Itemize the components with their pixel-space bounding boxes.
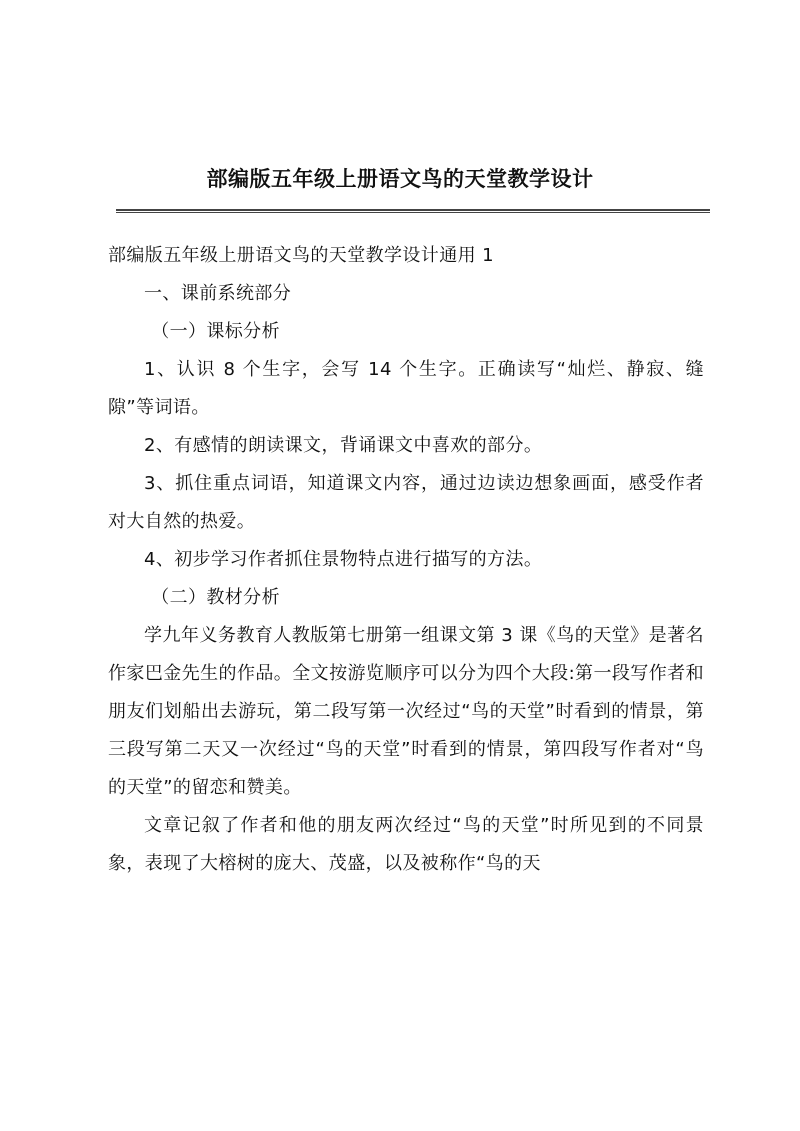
list-item: 2、有感情的朗读课文，背诵课文中喜欢的部分。	[144, 435, 543, 456]
document-title: 部编版五年级上册语文鸟的天堂教学设计	[206, 166, 594, 191]
subsection-heading: （二）教材分析	[151, 587, 280, 608]
body-paragraph: 文章记叙了作者和他的朋友两次经过“鸟的天堂”时所见到的不同景象，表现了大榕树的庞大、茂盛，以及被称作“鸟的天	[108, 815, 704, 874]
title-divider	[116, 209, 710, 213]
list-item: 3、抓住重点词语，知道课文内容，通过边读边想象画面，感受作者对大自然的热爱。	[108, 473, 704, 532]
document-body	[108, 237, 704, 883]
section-heading: 一、课前系统部分	[144, 283, 292, 304]
document-subtitle: 部编版五年级上册语文鸟的天堂教学设计通用 1	[108, 245, 494, 266]
subsection-heading: （一）课标分析	[151, 321, 280, 342]
body-paragraph: 学九年义务教育人教版第七册第一组课文第 3 课《鸟的天堂》是著名作家巴金先生的作品。全文按游览顺序可以分为四个大段:第一段写作者和朋友们划船出去游玩，第二段写第一次经过“鸟的天堂”时看到的情景，第三段写第二天又一次经过“鸟的天堂”时看到的情景，第四段写作者对“鸟的天堂”的留恋和赞美。	[108, 625, 704, 798]
list-item: 4、初步学习作者抓住景物特点进行描写的方法。	[144, 549, 543, 570]
list-item: 1、认识 8 个生字，会写 14 个生字。正确读写“灿烂、静寂、缝隙”等词语。	[108, 359, 704, 418]
